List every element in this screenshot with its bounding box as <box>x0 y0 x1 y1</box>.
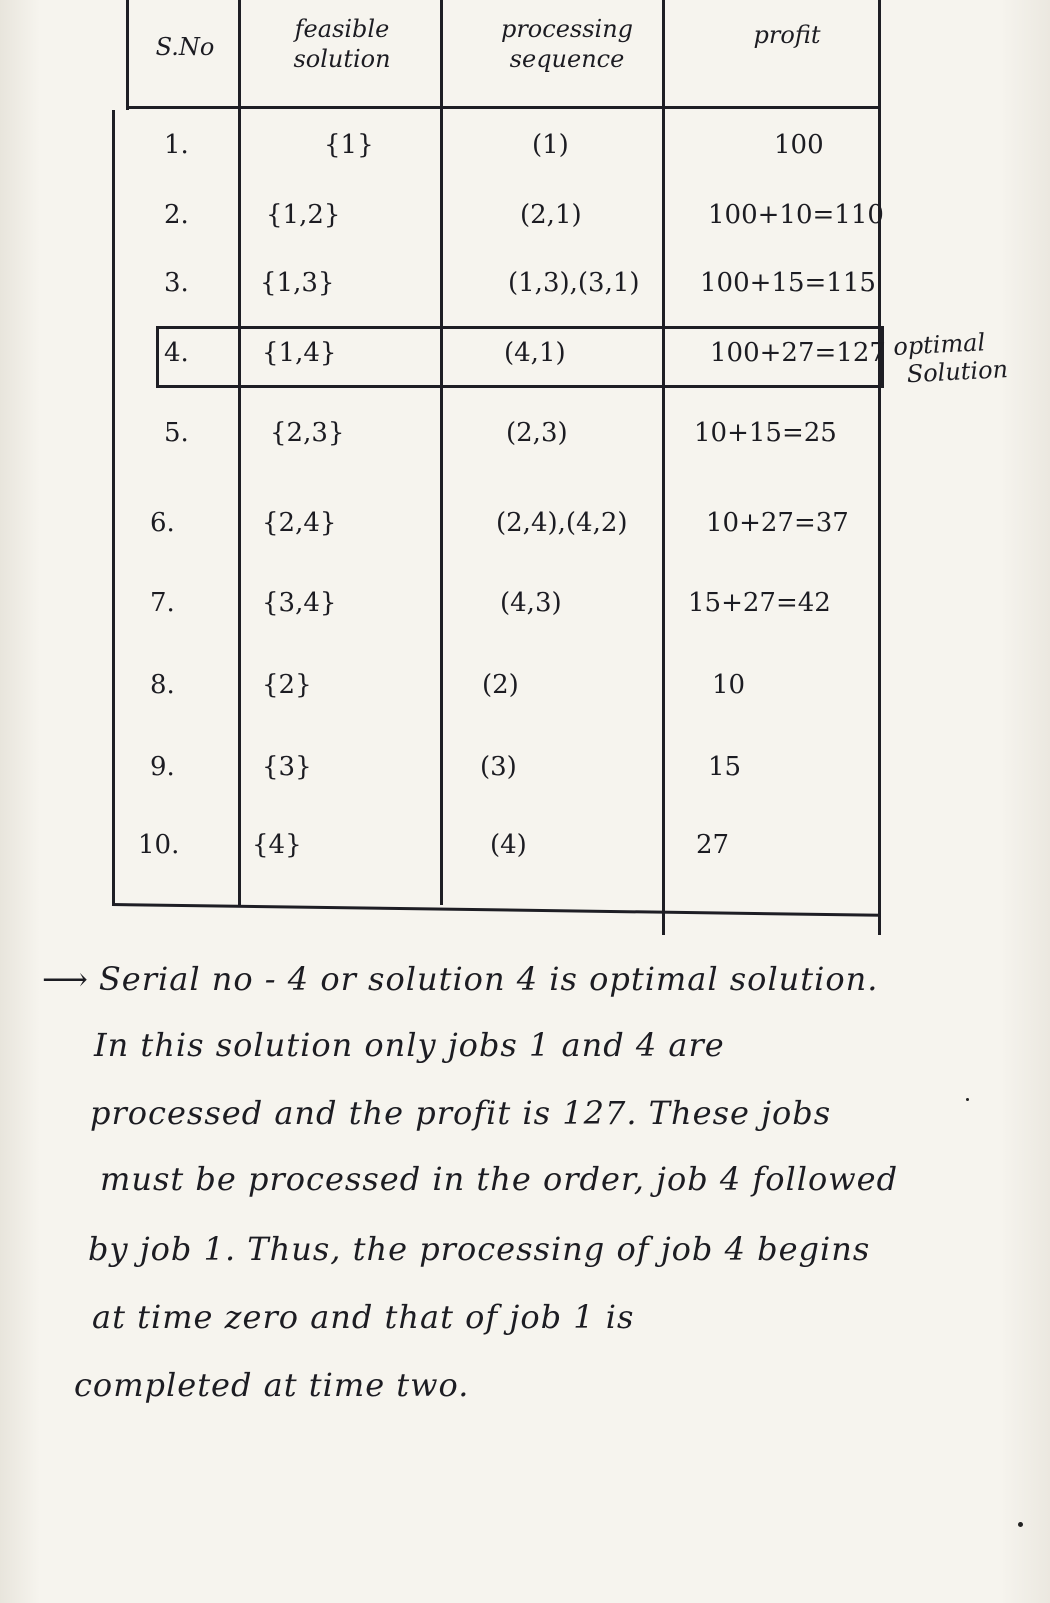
row-2-feasible-solution: {1,2} <box>266 200 341 230</box>
row-6-processing-sequence: (2,4),(4,2) <box>496 508 628 538</box>
feasible-solutions-table <box>112 0 1009 935</box>
row-9-sno: 9. <box>150 752 175 782</box>
row-8-profit: 10 <box>712 670 746 700</box>
row-5-sno: 5. <box>164 418 189 448</box>
paragraph-line-7: completed at time two. <box>74 1366 470 1404</box>
row-1-processing-sequence: (1) <box>532 130 569 160</box>
paragraph-line-6: at time zero and that of job 1 is <box>92 1298 635 1336</box>
row-7-feasible-solution: {3,4} <box>262 588 337 618</box>
row-9-profit: 15 <box>708 752 742 782</box>
row-10-sno: 10. <box>138 830 180 860</box>
row-7-profit: 15+27=42 <box>688 588 831 618</box>
header-feasible-solution: feasible solution <box>293 15 391 73</box>
row-2-profit: 100+10=110 <box>708 200 884 230</box>
row-8-processing-sequence: (2) <box>482 670 519 700</box>
optimal-solution-note <box>893 327 1009 389</box>
margin-note-line-1: optimal <box>892 328 986 361</box>
table-left-border <box>126 0 129 110</box>
row-9-processing-sequence: (3) <box>480 752 517 782</box>
row-4-feasible-solution: {1,4} <box>262 338 337 368</box>
right-arrow-icon: ⟶ <box>42 960 89 998</box>
row-2-processing-sequence: (2,1) <box>520 200 582 230</box>
row-9-feasible-solution: {3} <box>262 752 312 782</box>
row-3-feasible-solution: {1,3} <box>260 268 335 298</box>
row-7-sno: 7. <box>150 588 175 618</box>
row-5-processing-sequence: (2,3) <box>506 418 568 448</box>
row-4-profit: 100+27=127 <box>710 338 886 368</box>
row-5-feasible-solution: {2,3} <box>270 418 345 448</box>
table-left-border-lower <box>112 110 115 905</box>
paragraph-line-4: must be processed in the order, job 4 followed <box>100 1160 899 1198</box>
table-col-divider-3 <box>662 0 665 935</box>
table-right-border <box>878 0 881 935</box>
paragraph-line-5: by job 1. Thus, the processing of job 4 begins <box>88 1230 871 1268</box>
row-10-profit: 27 <box>696 830 730 860</box>
row-5-profit: 10+15=25 <box>694 418 837 448</box>
row-1-sno: 1. <box>164 130 189 160</box>
row-7-processing-sequence: (4,3) <box>500 588 562 618</box>
row-8-feasible-solution: {2} <box>262 670 312 700</box>
row-10-feasible-solution: {4} <box>252 830 302 860</box>
margin-note-line-2: Solution <box>906 355 1009 389</box>
paragraph-line-1 <box>42 960 878 998</box>
row-6-sno: 6. <box>150 508 175 538</box>
table-header-underline <box>126 106 881 109</box>
row-2-sno: 2. <box>164 200 189 230</box>
row-4-processing-sequence: (4,1) <box>504 338 566 368</box>
paragraph-line-2: In this solution only jobs 1 and 4 are <box>94 1026 725 1064</box>
header-profit: profit <box>753 21 821 49</box>
table-col-divider-1 <box>238 0 241 905</box>
row-10-processing-sequence: (4) <box>490 830 527 860</box>
row-6-feasible-solution: {2,4} <box>262 508 337 538</box>
paragraph-line-3: processed and the profit is 127. These jobs <box>90 1094 832 1132</box>
header-sno: S.No <box>155 33 215 61</box>
page-speck-2 <box>966 1098 969 1101</box>
row-4-sno: 4. <box>164 338 189 368</box>
table-bottom-border <box>112 903 881 917</box>
page-speck <box>1018 1522 1023 1527</box>
row-3-sno: 3. <box>164 268 189 298</box>
row-3-profit: 100+15=115 <box>700 268 876 298</box>
row-6-profit: 10+27=37 <box>706 508 849 538</box>
row-1-profit: 100 <box>774 130 824 160</box>
header-processing-sequence: processing sequence <box>500 15 634 73</box>
paragraph-line-1-text: Serial no - 4 or solution 4 is optimal solution. <box>98 960 879 998</box>
explanation-paragraph <box>42 960 1032 1440</box>
row-3-processing-sequence: (1,3),(3,1) <box>508 268 640 298</box>
table-col-divider-2 <box>440 0 443 905</box>
row-8-sno: 8. <box>150 670 175 700</box>
row-1-feasible-solution: {1} <box>324 130 374 160</box>
